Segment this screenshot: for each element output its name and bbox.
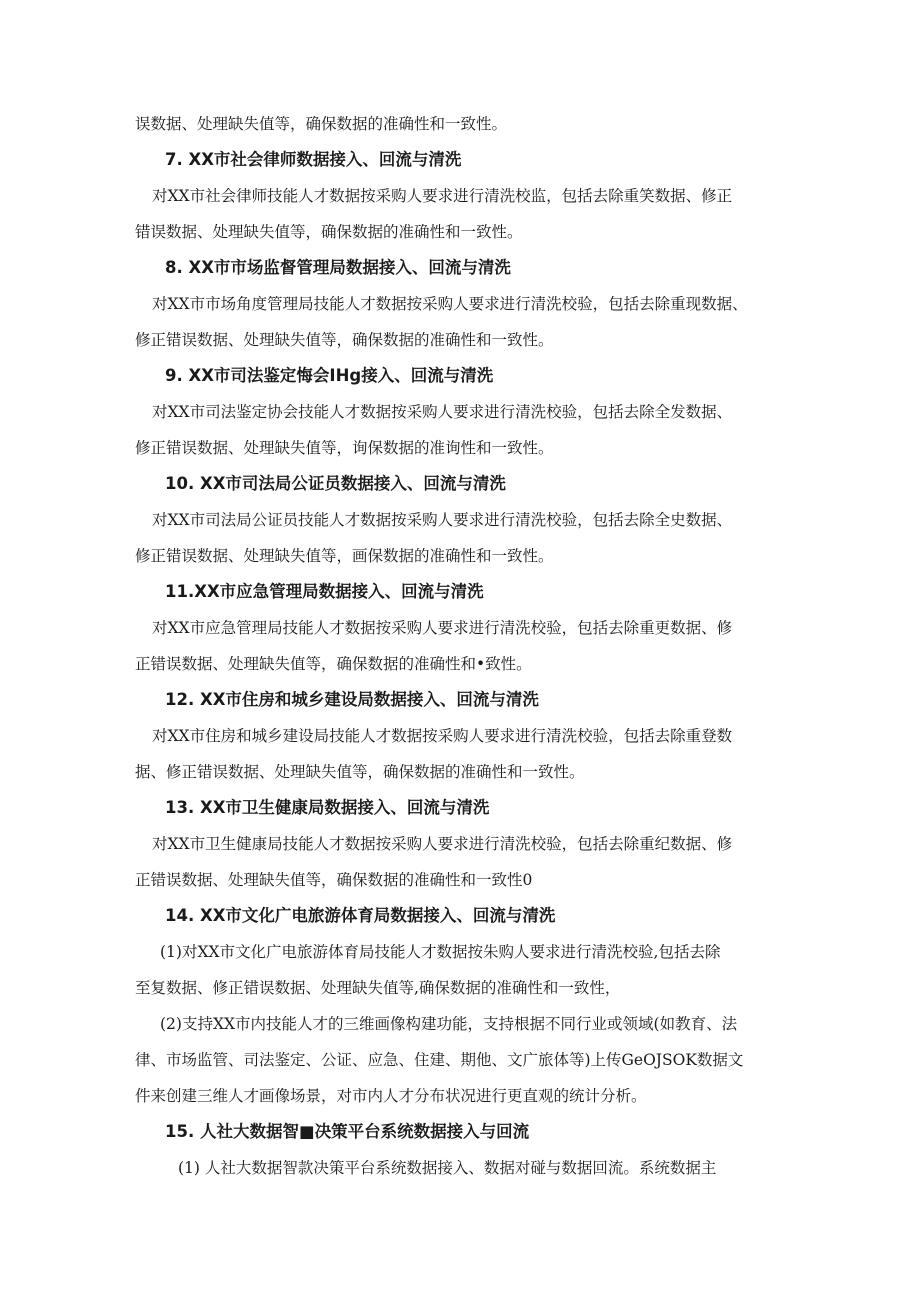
paragraph-line: 修正错误数据、处理缺失值等，询保数据的准询性和一致性。 xyxy=(135,439,554,457)
section-heading: 10. XX市司法局公证员数据接入、回流与清洗 xyxy=(165,474,506,493)
paragraph-line: 律、市场监管、司法鉴定、公证、应急、住建、期他、文广旅体等)上传GeOJSOK数据文 xyxy=(135,1051,744,1069)
paragraph-line: 至复数据、修正错误数据、处理缺失值等,确保数据的准确性和一致性， xyxy=(135,979,621,997)
paragraph-line: 修正错误数据、处理缺失值等，确保数据的准确性和一致性。 xyxy=(135,331,554,349)
paragraph-line: 件来创建三维人才画像场景，对市内人才分布状况进行更直观的统计分析。 xyxy=(135,1087,647,1105)
section-heading: 14. XX市文化广电旅游体育局数据接入、回流与清洗 xyxy=(165,906,556,925)
paragraph-line: (1)对XX市文化广电旅游体育局技能人才数据按朱购人要求进行清洗校验,包括去除 xyxy=(160,943,721,961)
paragraph-line: 误数据、处理缺失值等，确保数据的准确性和一致性。 xyxy=(135,115,508,133)
paragraph-line: 对XX市市场角度管理局技能人才数据按采购人要求进行清洗校验，包括去除重现数据、 xyxy=(152,295,748,313)
section-heading: 15. 人社大数据智■决策平台系统数据接入与回流 xyxy=(165,1122,530,1141)
section-heading: 12. XX市住房和城乡建设局数据接入、回流与清洗 xyxy=(165,690,539,709)
paragraph-line: 对XX市应急管理局技能人才数据按采购人要求进行清洗校验，包括去除重更数据、修 xyxy=(152,619,733,637)
paragraph-line: (2)支持XX市内技能人才的三维画像构建功能，支持根据不同行业或领域(如教育、法 xyxy=(160,1015,738,1033)
section-heading: 13. XX市卫生健康局数据接入、回流与清洗 xyxy=(165,798,490,817)
paragraph-line: 对XX市住房和城乡建设局技能人才数据按采购人要求进行清洗校验，包括去除重登数 xyxy=(152,727,733,745)
paragraph-line: 对XX市司法鉴定协会技能人才数据按采购人要求进行清洗校验，包括去除全发数据、 xyxy=(152,403,733,421)
section-heading: 8. XX市市场监督管理局数据接入、回流与清洗 xyxy=(165,258,511,277)
paragraph-line: (1) 人社大数据智款决策平台系统数据接入、数据对碰与数据回流。系统数据主 xyxy=(178,1159,717,1177)
paragraph-line: 正错误数据、处理缺失值等，确保数据的准确性和•致性。 xyxy=(135,655,532,673)
paragraph-line: 正错误数据、处理缺失值等，确保数据的准确性和一致性0 xyxy=(135,871,533,889)
paragraph-line: 对XX市卫生健康局技能人才数据按采购人要求进行清洗校验，包括去除重纪数据、修 xyxy=(152,835,733,853)
paragraph-line: 据、修正错误数据、处理缺失值等，确保数据的准确性和一致性。 xyxy=(135,763,585,781)
paragraph-line: 修正错误数据、处理缺失值等，画保数据的准确性和一致性。 xyxy=(135,547,554,565)
section-heading: 11.XX市应急管理局数据接入、回流与清洗 xyxy=(165,582,484,601)
section-heading: 9. XX市司法鉴定悔会IHg接入、回流与清洗 xyxy=(165,366,494,385)
paragraph-line: 对XX市司法局公证员技能人才数据按采购人要求进行清洗校验，包括去除全史数据、 xyxy=(152,511,733,529)
paragraph-line: 错误数据、处理缺失值等，确保数据的准确性和一致性。 xyxy=(135,223,523,241)
paragraph-line: 对XX市社会律师技能人才数据按采购人要求进行清洗校监，包括去除重笑数据、修正 xyxy=(152,187,733,205)
section-heading: 7. XX市社会律师数据接入、回流与清洗 xyxy=(165,150,462,169)
